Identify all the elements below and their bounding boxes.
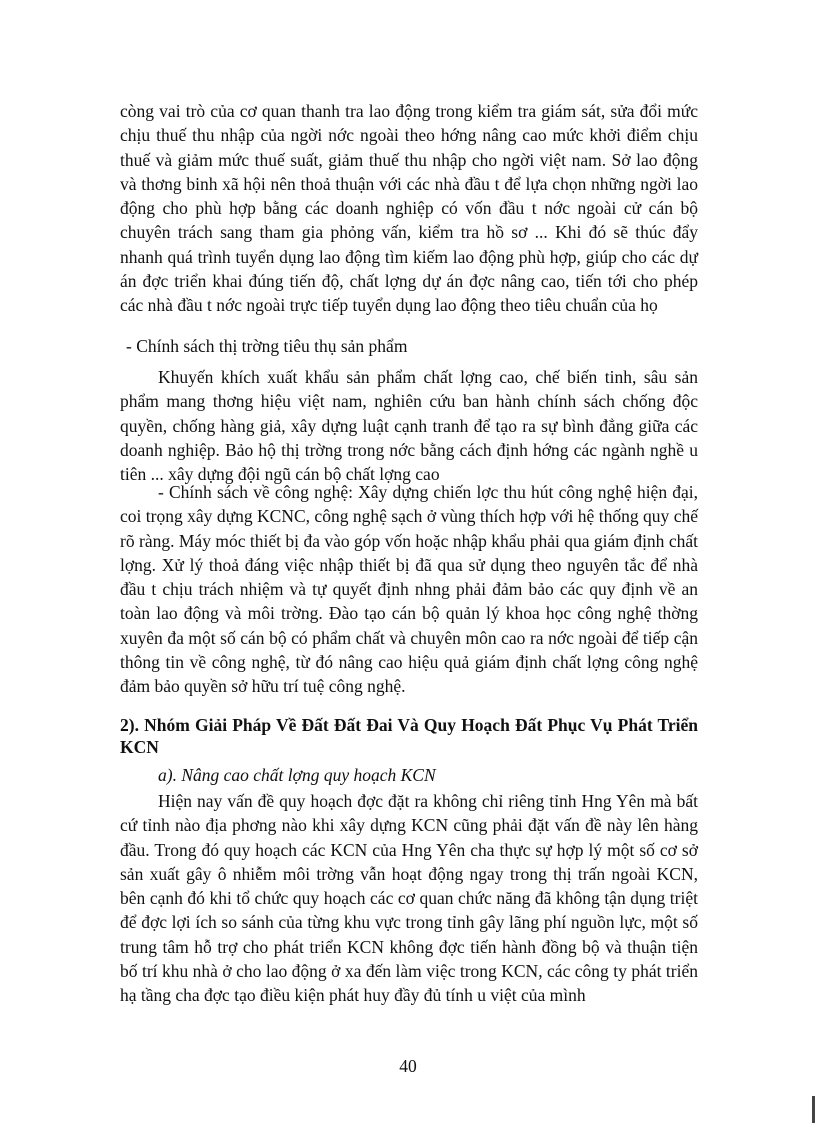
paragraph-export-promotion: Khuyến khích xuất khẩu sản phẩm chất lợng cao, chế biến tinh, sâu sản phẩm mang thơng hiệu việt nam, nghiên cứu ban hành chính sách chống độc quyền, chống hàng giả, xây dựng luật cạnh tranh để tạo ra sự bình đẳng giữa các doanh nghiệp. Bảo hộ thị trờng trong nớc bằng cách định hớng các ngành nghề u tiên ... xây dựng đội ngũ cán bộ chất lợng cao	[120, 367, 698, 485]
page-number: 40	[399, 1056, 417, 1076]
subsection-heading: a). Nâng cao chất lợng quy hoạch KCN	[158, 765, 436, 785]
edge-mark	[812, 1096, 815, 1123]
paragraph-labor-policy: còng vai trò của cơ quan thanh tra lao động trong kiểm tra giám sát, sửa đổi mức chịu thuế thu nhập của ngời nớc ngoài theo hớng nâng cao mức khởi điểm chịu thuế và giảm mức thuế suất, giảm thuế thu nhập cho ngời việt nam. Sở lao động và thơng binh xã hội nên thoả thuận với các nhà đầu t để lựa chọn những ngời lao động cho phù hợp bằng các doanh nghiệp có vốn đầu t nớc ngoài cử cán bộ chuyên trách sang tham gia phỏng vấn, kiểm tra hồ sơ ... Khi đó sẽ thúc đẩy nhanh quá trình tuyển dụng lao động tìm kiếm lao động phù hợp, giúp cho các dự án đợc triển khai đúng tiến độ, chất lợng dự án đợc nâng cao, tiến tới cho phép các nhà đầu t nớc ngoài trực tiếp tuyển dụng lao động theo tiêu chuẩn của họ	[120, 101, 698, 316]
paragraph-planning: Hiện nay vấn đề quy hoạch đợc đặt ra không chỉ riêng tỉnh Hng Yên mà bất cứ tỉnh nào địa phơng nào khi xây dựng KCN cũng phải đặt vấn đề này lên hàng đầu. Trong đó quy hoạch các KCN của Hng Yên cha thực sự hợp lý một số cơ sở sản xuất gây ô nhiễm môi trờng vẫn hoạt động ngay trong thị trấn ngoài KCN, bên cạnh đó khi tổ chức quy hoạch các cơ quan chức năng đã không tận dụng triệt để đợc lợi ích so sánh của từng khu vực trong tỉnh gây lãng phí nguồn lực, một số trung tâm hỗ trợ cho phát triển KCN không đợc tiến hành đồng bộ và thuận tiện bố trí khu nhà ở cho lao động ở xa đến làm việc trong KCN, các công ty phát triển hạ tầng cha đợc tạo điều kiện phát huy đầy đủ tính u việt của mình	[120, 791, 698, 1006]
policy-market-heading: - Chính sách thị trờng tiêu thụ sản phẩm	[126, 336, 408, 356]
paragraph-technology-policy: - Chính sách về công nghệ: Xây dựng chiến lợc thu hút công nghệ hiện đại, coi trọng xây dựng KCNC, công nghệ sạch ở vùng thích hợp với hệ thống quy chế rõ ràng. Máy móc thiết bị đa vào góp vốn hoặc nhập khẩu phải qua giám định chất lợng. Xử lý thoả đáng việc nhập thiết bị đã qua sử dụng theo nguyên tắc để nhà đầu t chịu trách nhiệm và tự quyết định nhng phải đảm bảo các quy định về an toàn lao động và môi trờng. Đào tạo cán bộ quản lý khoa học công nghệ thờng xuyên đa một số cán bộ có phẩm chất và chuyên môn cao ra nớc ngoài để tiếp cận thông tin về công nghệ, từ đó nâng cao hiệu quả giám định chất lợng công nghệ đảm bảo quyền sở hữu trí tuệ công nghệ.	[120, 482, 698, 697]
section-heading: 2). Nhóm Giải Pháp Về Đất Đất Đai Và Quy Hoạch Đất Phục Vụ Phát Triển KCN	[120, 715, 698, 757]
